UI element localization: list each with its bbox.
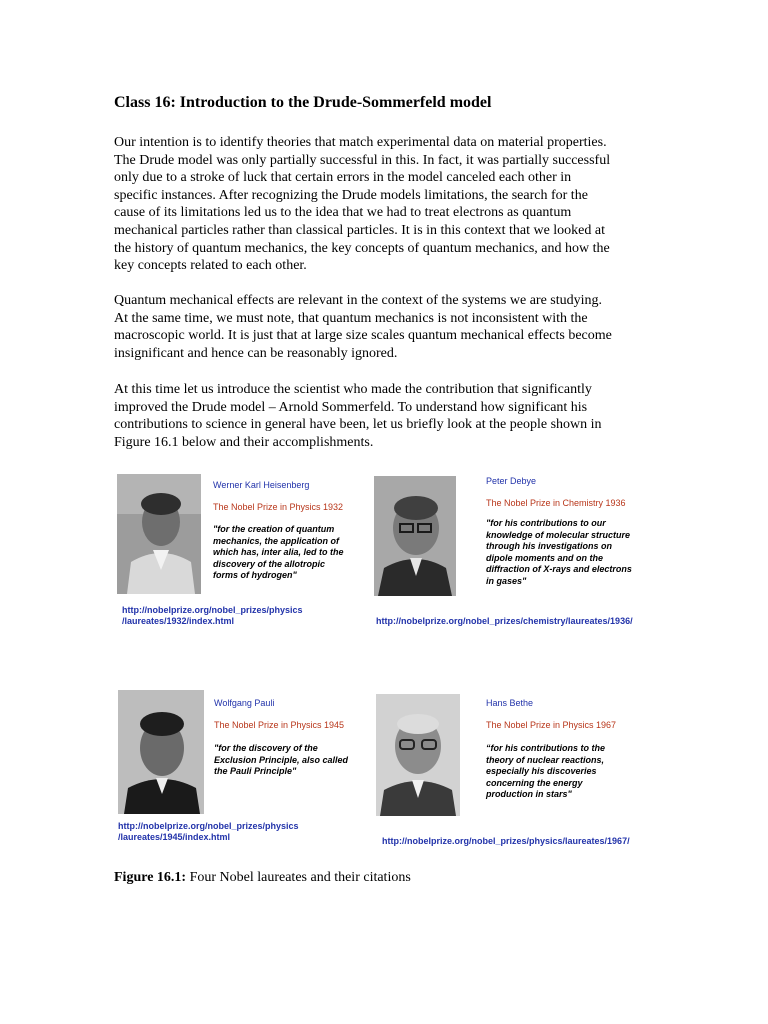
paragraph-line: cause of its limitations led us to the idea that we had to treat electrons as quantum [114, 205, 572, 221]
paragraph-line: key concepts related to each other. [114, 258, 307, 274]
citation-line: in gases" [486, 575, 527, 586]
laureate-name: Peter Debye [486, 476, 537, 486]
portrait-photo [117, 474, 201, 594]
portrait-image [376, 694, 460, 816]
link-line[interactable]: http://nobelprize.org/nobel_prizes/chemistry/laureates/1936/ [376, 616, 633, 626]
prize-citation [486, 518, 632, 587]
portrait-photo [118, 690, 204, 814]
prize-citation [213, 524, 344, 582]
figure-label: Figure 16.1: [114, 870, 187, 885]
citation-line: "for the creation of quantum [213, 524, 335, 534]
paragraph-2 [114, 292, 656, 362]
paragraph-line: mechanical particles rather than classical particles. It is in this context that we looked at [114, 222, 605, 238]
prize-title: The Nobel Prize in Physics 1967 [486, 720, 617, 730]
paragraph-line: Quantum mechanical effects are relevant in the context of the systems we are studying. [114, 293, 603, 308]
laureate-name: Hans Bethe [486, 698, 534, 708]
link-line[interactable]: http://nobelprize.org/nobel_prizes/physics/laureates/1967/ [382, 836, 630, 846]
portrait-photo [374, 476, 456, 596]
link-line[interactable]: /laureates/1932/index.html [122, 616, 235, 626]
citation-line: dipole moments and on the [486, 552, 604, 563]
citation-line: production in stars" [486, 789, 572, 799]
paragraph-line: contributions to science in general have been, let us briefly look at the people shown in [114, 417, 602, 433]
laureate-name: Werner Karl Heisenberg [213, 480, 310, 490]
paragraph-3 [114, 381, 656, 451]
link-line[interactable]: /laureates/1945/index.html [118, 832, 231, 842]
citation-line: forms of hydrogen" [213, 570, 297, 580]
paragraph-1 [114, 134, 656, 275]
prize-citation [486, 743, 605, 801]
citation-line: Exclusion Principle, also called [214, 754, 349, 765]
figure-caption-text: Four Nobel laureates and their citations [186, 870, 411, 885]
paragraph-line: only due to a stroke of luck that certain errors in the model canceled each other in [114, 170, 572, 186]
citation-line: diffraction of X-rays and electrons [486, 564, 632, 574]
paragraph-line: improved the Drude model – Arnold Sommerfeld. To understand how significant his [114, 399, 588, 415]
citation-line: especially his discoveries [486, 766, 597, 776]
nobelprize-link[interactable] [376, 616, 633, 627]
citation-line: "for the discovery of the [214, 743, 318, 753]
figure-caption [114, 870, 411, 886]
citation-line: through his investigations on [486, 541, 612, 551]
nobelprize-link[interactable] [382, 836, 630, 847]
citation-line: the Pauli Principle" [214, 766, 297, 776]
paragraph-line: Our intention is to identify theories that match experimental data on material properties. [114, 135, 607, 150]
citation-line: mechanics, the application of [213, 535, 340, 546]
paragraph-line: At this time let us introduce the scientist who made the contribution that significantly [114, 382, 592, 397]
portrait-image [374, 476, 456, 596]
paragraph-line: The Drude model was only partially successful in this. In fact, it was partially successful [114, 152, 611, 168]
paragraph-line: specific instances. After recognizing the Drude models limitations, the search for the [114, 187, 588, 203]
citation-line: discovery of the allotropic [213, 558, 326, 569]
citation-line: “for his contributions to the [486, 743, 605, 753]
laureate-name: Wolfgang Pauli [214, 698, 275, 708]
citation-line: concerning the energy [486, 777, 583, 788]
page-title: Class 16: Introduction to the Drude-Sommerfeld model [114, 94, 492, 111]
paragraph-line: macroscopic world. It is just that at large size scales quantum mechanical effects become [114, 328, 612, 344]
paragraph-line: the history of quantum mechanics, the key concepts of quantum mechanics, and how the [114, 240, 610, 256]
prize-title: The Nobel Prize in Physics 1945 [214, 720, 345, 730]
citation-line: theory of nuclear reactions, [486, 754, 605, 765]
citation-line: "for his contributions to our [486, 518, 606, 528]
paragraph-line: Figure 16.1 below and their accomplishments. [114, 434, 374, 450]
paragraph-line: insignificant and hence can be reasonably ignored. [114, 345, 398, 361]
link-line[interactable]: http://nobelprize.org/nobel_prizes/physics [122, 605, 303, 615]
nobelprize-link[interactable] [118, 821, 299, 843]
citation-line: knowledge of molecular structure [486, 529, 631, 540]
portrait-image [117, 474, 201, 594]
paragraph-line: At the same time, we must note, that quantum mechanics is not inconsistent with the [114, 310, 588, 326]
nobelprize-link[interactable] [122, 605, 303, 627]
portrait-image [118, 690, 204, 814]
prize-citation [214, 743, 348, 778]
prize-title: The Nobel Prize in Chemistry 1936 [486, 498, 626, 508]
prize-title: The Nobel Prize in Physics 1932 [213, 502, 344, 512]
citation-line: which has, inter alia, led to the [213, 547, 344, 557]
link-line[interactable]: http://nobelprize.org/nobel_prizes/physics [118, 821, 299, 831]
portrait-photo [376, 694, 460, 816]
